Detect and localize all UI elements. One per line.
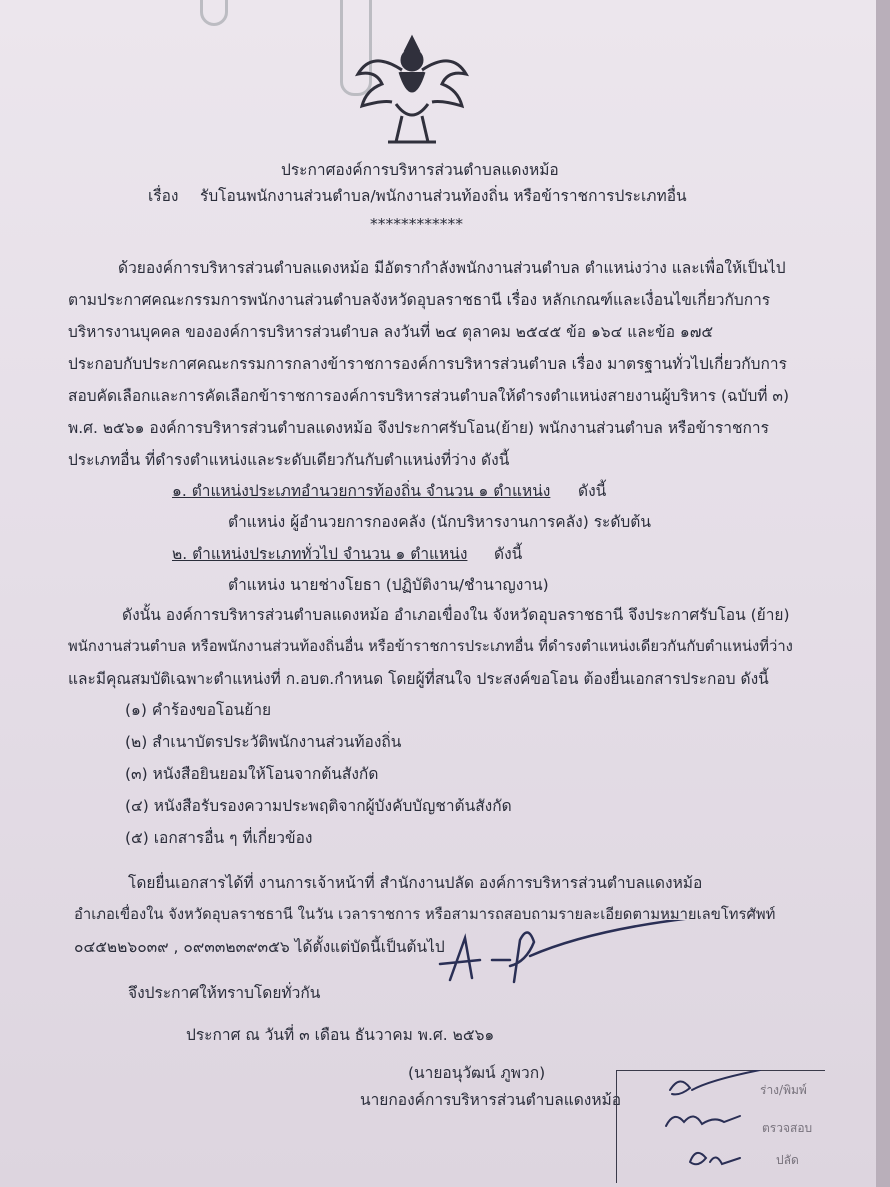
- subject-text: รับโอนพนักงานส่วนตำบล/พนักงานส่วนท้องถิ่น หรือข้าราชการประเภทอื่น: [200, 187, 687, 205]
- body-line: ตามประกาศคณะกรรมการพนักงานส่วนตำบลจังหวัดอุบลราชธานี เรื่อง หลักเกณฑ์และเงื่อนไขเกี่ยวกับการ: [68, 291, 771, 309]
- body-line: พ.ศ. ๒๕๖๑ องค์การบริหารส่วนตำบลแดงหม้อ จึงประกาศรับโอน(ย้าย) พนักงานส่วนตำบล หรือข้าราชการ: [68, 419, 769, 437]
- divider-stars: ************: [370, 215, 463, 233]
- position-suffix: ดังนี้: [578, 482, 607, 500]
- date-line: ประกาศ ณ วันที่ ๓ เดือน ธันวาคม พ.ศ. ๒๕๖๑: [186, 1026, 495, 1044]
- document-item: (๑) คำร้องขอโอนย้าย: [125, 701, 272, 719]
- document-item: (๕) เอกสารอื่น ๆ ที่เกี่ยวข้อง: [125, 829, 313, 847]
- body-line: ประกอบกับประกาศคณะกรรมการกลางข้าราชการองค์การบริหารส่วนตำบล เรื่อง มาตรฐานทั่วไปเกี่ยวกับการ: [68, 355, 787, 373]
- handwritten-signature: [410, 920, 700, 995]
- document-item: (๒) สำเนาบัตรประวัติพนักงานส่วนท้องถิ่น: [125, 733, 402, 751]
- initials-signatures: [650, 1070, 813, 1180]
- stamp-label: ตรวจสอบ: [762, 1121, 813, 1135]
- body-line: ดังนั้น องค์การบริหารส่วนตำบลแดงหม้อ อำเภอเขื่องใน จังหวัดอุบลราชธานี จึงประกาศรับโอน (ย้าย): [122, 606, 790, 624]
- document-item: (๓) หนังสือยินยอมให้โอนจากต้นสังกัด: [125, 765, 379, 783]
- document-item: (๔) หนังสือรับรองความประพฤติจากผู้บังคับบัญชาต้นสังกัด: [125, 797, 512, 815]
- body-line: และมีคุณสมบัติเฉพาะตำแหน่งที่ ก.อบต.กำหนด โดยผู้ที่สนใจ ประสงค์ขอโอน ต้องยื่นเอกสารประกอบ ดังนี้: [68, 670, 769, 688]
- submit-line: โดยยื่นเอกสารได้ที่ งานการเจ้าหน้าที่ สำนักงานปลัด องค์การบริหารส่วนตำบลแดงหม้อ: [128, 874, 703, 892]
- position-heading: ๒. ตำแหน่งประเภททั่วไป จำนวน ๑ ตำแหน่ง: [172, 545, 468, 563]
- body-line: สอบคัดเลือกและการคัดเลือกข้าราชการองค์การบริหารส่วนตำบลให้ดำรงตำแหน่งสายงานผู้บริหาร (ฉบับที่ ๓): [68, 387, 790, 405]
- body-line: พนักงานส่วนตำบล หรือพนักงานส่วนท้องถิ่นอื่น หรือข้าราชการประเภทอื่น ที่ดำรงตำแหน่งเดียวกันกับตำแหน่งที่ว่าง: [68, 638, 793, 655]
- submit-line: อำเภอเขื่องใน จังหวัดอุบลราชธานี ในวัน เวลาราชการ หรือสามารถสอบถามรายละเอียดตามหมายเลขโทรศัพท์: [74, 906, 776, 923]
- body-line: ด้วยองค์การบริหารส่วนตำบลแดงหม้อ มีอัตรากำลังพนักงานส่วนตำบล ตำแหน่งว่าง และเพื่อให้เป็นไป: [118, 259, 786, 277]
- position-detail: ตำแหน่ง นายช่างโยธา (ปฏิบัติงาน/ชำนาญงาน): [228, 576, 549, 594]
- garuda-emblem-icon: [352, 30, 472, 158]
- body-line: ประเภทอื่น ที่ดำรงตำแหน่งและระดับเดียวกันกับตำแหน่งที่ว่าง ดังนี้: [68, 451, 510, 469]
- stamp-label: ปลัด: [776, 1153, 799, 1167]
- position-suffix: ดังนี้: [494, 545, 523, 563]
- submit-line: ๐๔๕๒๒๖๐๓๙ , ๐๙๓๓๒๓๙๓๕๖ ได้ตั้งแต่บัดนี้เป็นต้นไป: [74, 938, 445, 956]
- signer-title: นายกองค์การบริหารส่วนตำบลแดงหม้อ: [360, 1091, 622, 1109]
- announcement-org: ประกาศองค์การบริหารส่วนตำบลแดงหม้อ: [281, 161, 559, 179]
- signer-name: (นายอนุวัฒน์ ภูพวก): [408, 1064, 546, 1082]
- stamp-label: ร่าง/พิมพ์: [760, 1083, 807, 1097]
- subject-label: เรื่อง: [148, 187, 179, 205]
- closing-text: จึงประกาศให้ทราบโดยทั่วกัน: [128, 984, 321, 1002]
- position-heading: ๑. ตำแหน่งประเภทอำนวยการท้องถิ่น จำนวน ๑ ตำแหน่ง: [172, 482, 551, 500]
- position-detail: ตำแหน่ง ผู้อำนวยการกองคลัง (นักบริหารงานการคลัง) ระดับต้น: [228, 513, 651, 531]
- body-line: บริหารงานบุคคล ขององค์การบริหารส่วนตำบล ลงวันที่ ๒๔ ตุลาคม ๒๕๔๕ ข้อ ๑๖๔ และข้อ ๑๗๕: [68, 323, 714, 341]
- page-edge-shadow: [876, 0, 890, 1187]
